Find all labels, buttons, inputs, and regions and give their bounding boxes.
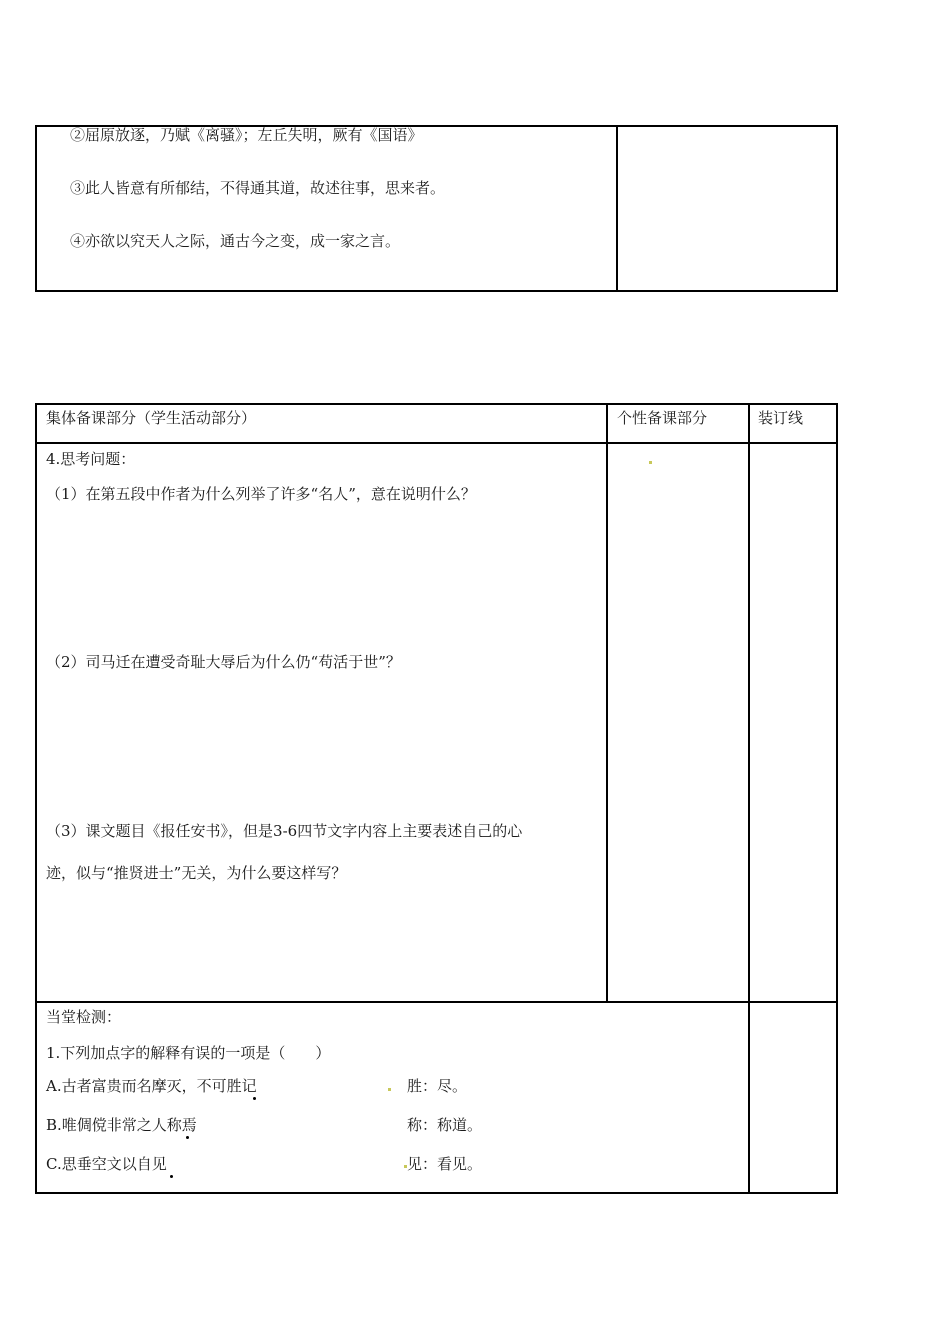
question-3-line-1: （3）课文题目《报任安书》，但是3-6四节文字内容上主要表述自己的心 — [46, 822, 523, 840]
test-title: 当堂检测： — [46, 1008, 122, 1026]
text-line-2: ②屈原放逐，乃赋《离骚》；左丘失明，厥有《国语》 — [70, 126, 423, 144]
question-1: （1）在第五段中作者为什么列举了许多“名人”，意在说明什么？ — [46, 485, 476, 503]
option-c: C.思垂空文以自见 — [46, 1155, 167, 1173]
collective-column-divider — [606, 403, 608, 1003]
header-binding: 装订线 — [758, 409, 804, 427]
question-3-line-2: 迹，似与“推贤进士”无关，为什么要这样写？ — [46, 864, 347, 882]
header-personal: 个性备课部分 — [617, 409, 708, 427]
table-1-column-divider — [616, 125, 618, 292]
option-a: A.古者富贵而名摩灭，不可胜记 — [46, 1077, 257, 1095]
table-1 — [35, 125, 838, 292]
scan-mark — [404, 1165, 407, 1168]
emphasis-dot-sheng — [253, 1097, 256, 1100]
question-2: （2）司马迁在遭受奇耻大辱后为什么仍“苟活于世”？ — [46, 653, 401, 671]
header-collective: 集体备课部分（学生活动部分） — [46, 409, 257, 427]
header-row-divider — [35, 442, 838, 444]
scan-mark — [649, 461, 652, 464]
emphasis-dot-jian — [170, 1175, 173, 1178]
scan-mark — [388, 1088, 391, 1091]
test-question-1: 1.下列加点字的解释有误的一项是（ ） — [46, 1044, 331, 1062]
test-section-divider — [35, 1001, 838, 1003]
section-title: 4.思考问题： — [46, 450, 136, 468]
text-line-4: ④亦欲以究天人之际，通古今之变，成一家之言。 — [70, 232, 401, 250]
option-c-answer: 见：看见。 — [407, 1155, 483, 1173]
option-a-answer: 胜：尽。 — [407, 1077, 468, 1095]
text-line-3: ③此人皆意有所郁结，不得通其道，故述往事，思来者。 — [70, 179, 446, 197]
option-b-answer: 称：称道。 — [407, 1116, 483, 1134]
binding-column-divider — [748, 403, 750, 1194]
emphasis-dot-cheng — [186, 1136, 189, 1139]
option-b: B.唯倜傥非常之人称焉 — [46, 1116, 197, 1134]
